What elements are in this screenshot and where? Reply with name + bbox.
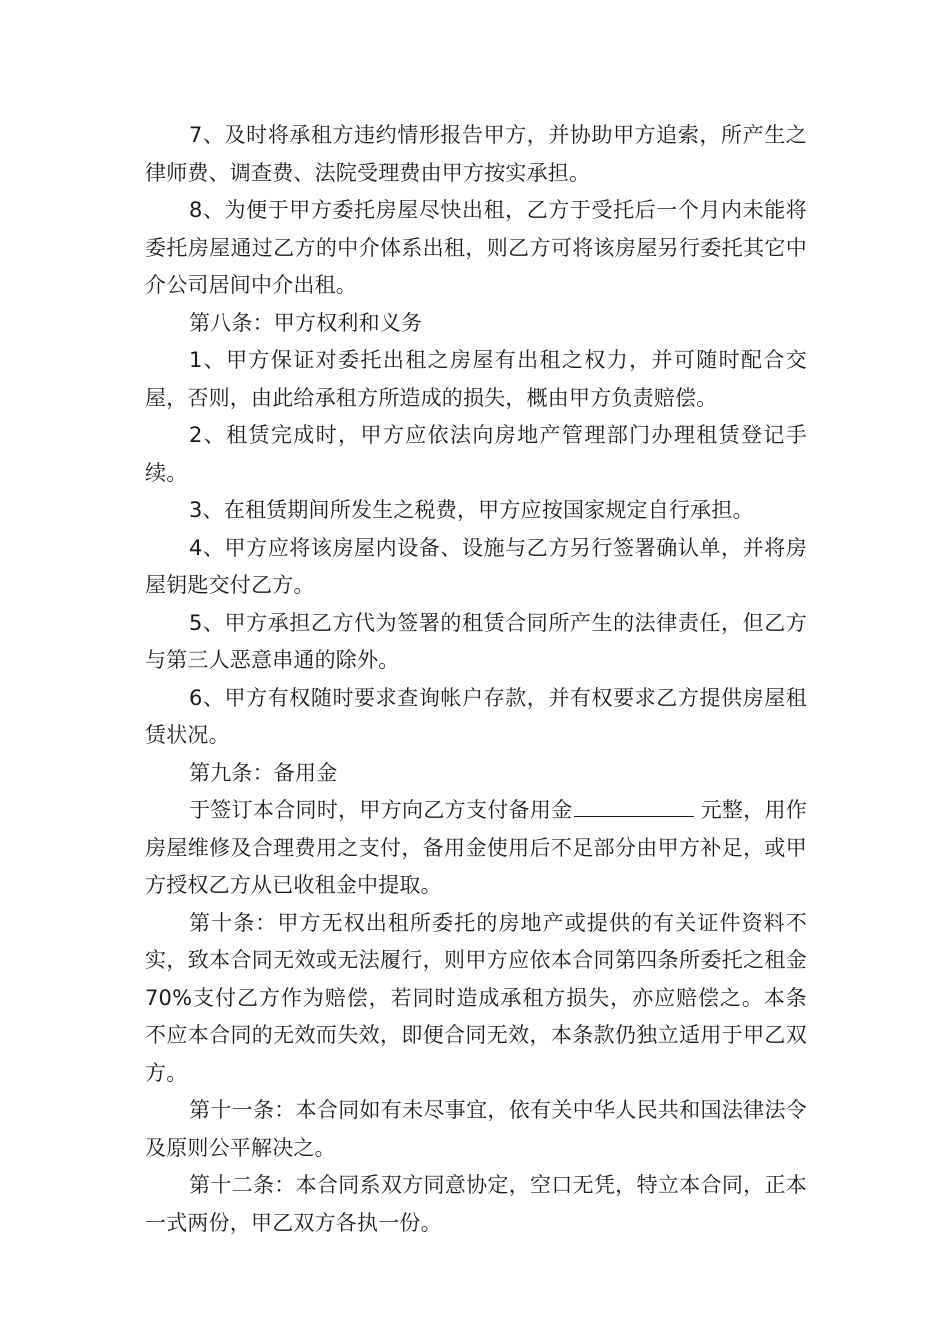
reserve-fund-text-after: 元整，用作房屋维修及合理费用之支付，备用金使用后不足部分由甲方补足，或甲方授权乙方从已收租金中提取。: [145, 798, 808, 897]
article-12: 第十二条：本合同系双方同意协定，空口无凭，特立本合同，正本一式两份，甲乙双方各执一份。: [145, 1173, 807, 1235]
clause-8-1: 1、甲方保证对委托出租之房屋有出租之权力，并可随时配合交屋，否则，由此给承租方所造成的损失，概由甲方负责赔偿。: [145, 348, 807, 410]
article-8-heading: 第八条：甲方权利和义务: [189, 310, 423, 335]
article-9-heading: 第九条：备用金: [189, 760, 338, 785]
article-11: 第十一条：本合同如有未尽事宜，依有关中华人民共和国法律法令及原则公平解决之。: [145, 1098, 807, 1160]
reserve-fund-amount-blank: [574, 794, 694, 817]
clause-7-8: 8、为便于甲方委托房屋尽快出租，乙方于受托后一个月内未能将委托房屋通过乙方的中介体系出租，则乙方可将该房屋另行委托其它中介公司居间中介出租。: [145, 198, 807, 297]
clause-8-5: 5、甲方承担乙方代为签署的租赁合同所产生的法律责任，但乙方与第三人恶意串通的除外。: [145, 610, 807, 672]
clause-7-7: 7、及时将承租方违约情形报告甲方，并协助甲方追索，所产生之律师费、调查费、法院受理费由甲方按实承担。: [145, 123, 807, 185]
article-10: 第十条：甲方无权出租所委托的房地产或提供的有关证件资料不实，致本合同无效或无法履行，则甲方应依本合同第四条所委托之租金 70%支付乙方作为赔偿，若同时造成承租方损失，亦应赔偿之。本条不应本合同的无效而失效，即便合同无效，本条款仍独立适用于甲乙双方。: [145, 910, 807, 1085]
document-body: [145, 117, 807, 1242]
clause-8-3: 3、在租赁期间所发生之税费，甲方应按国家规定自行承担。: [189, 498, 754, 522]
article-9-body: [145, 792, 807, 905]
clause-8-6: 6、甲方有权随时要求查询帐户存款，并有权要求乙方提供房屋租赁状况。: [145, 685, 807, 747]
reserve-fund-text-before: 于签订本合同时，甲方向乙方支付备用金: [189, 798, 573, 822]
clause-8-2: 2、租赁完成时，甲方应依法向房地产管理部门办理租赁登记手续。: [145, 423, 807, 485]
clause-8-4: 4、甲方应将该房屋内设备、设施与乙方另行签署确认单，并将房屋钥匙交付乙方。: [145, 535, 807, 597]
